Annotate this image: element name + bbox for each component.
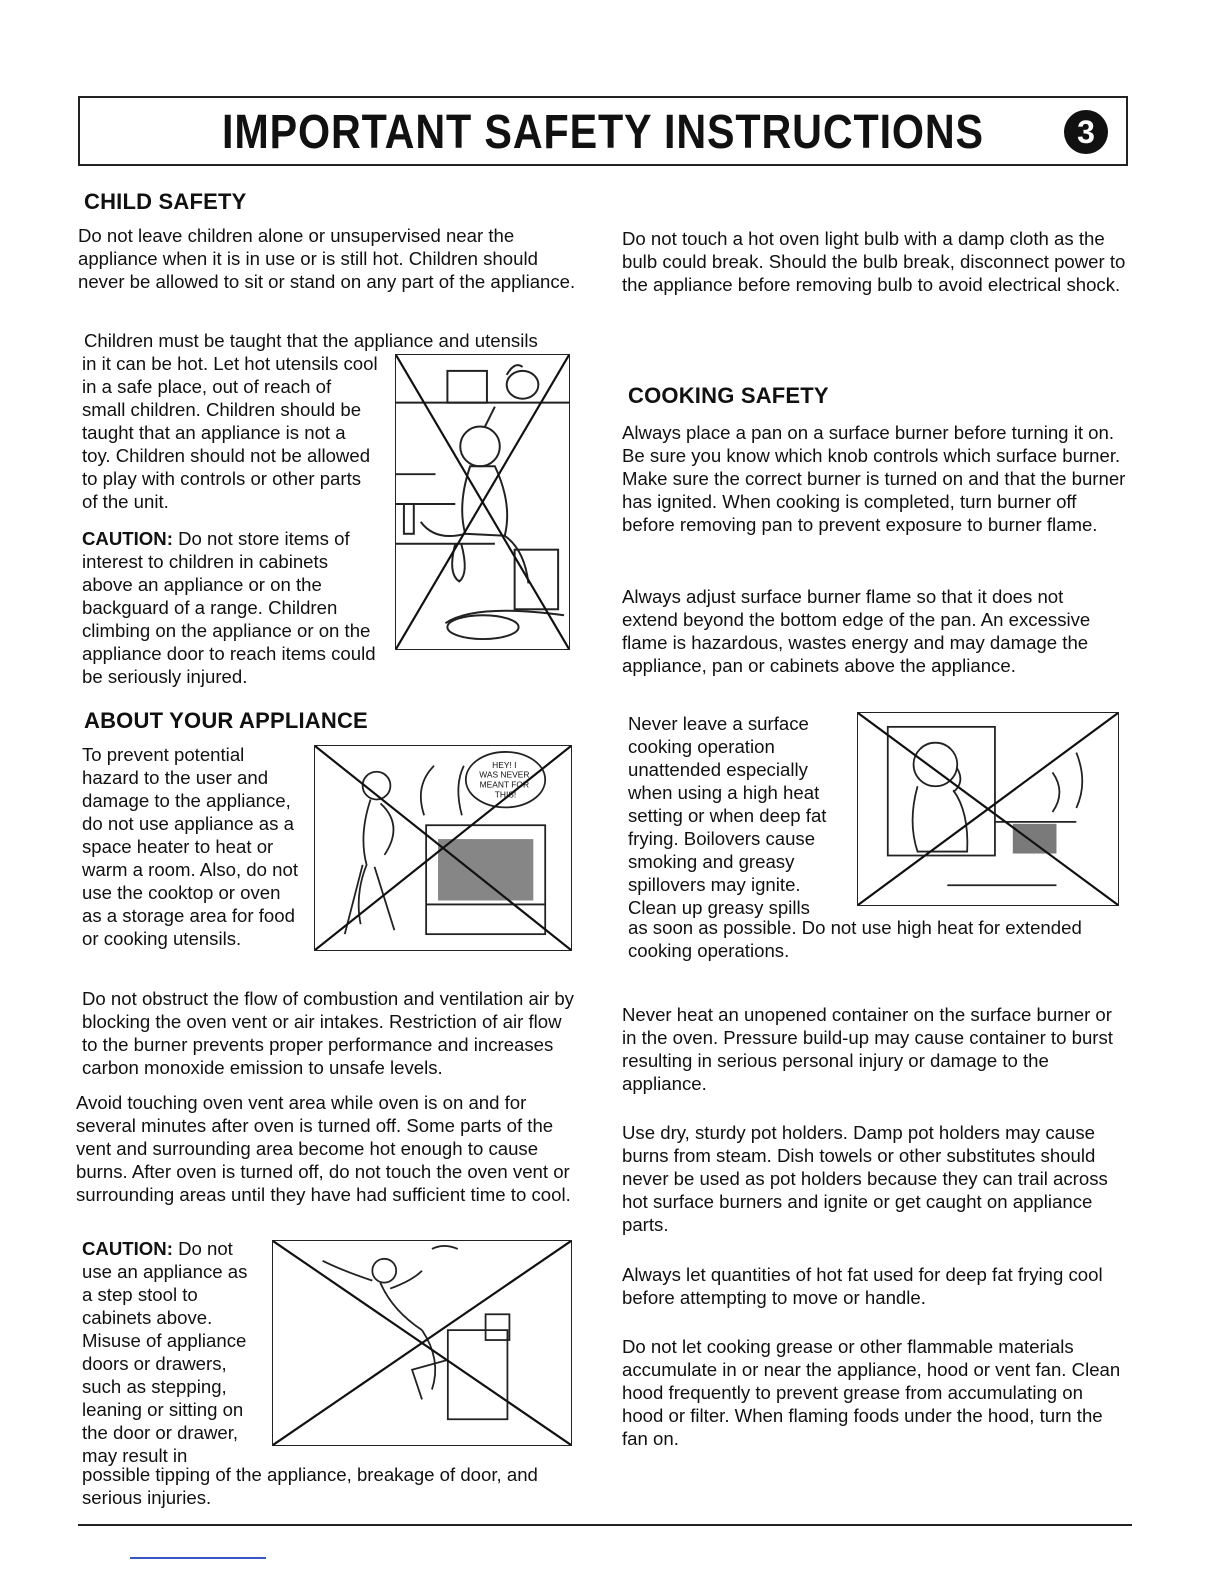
child-climbing-illustration [395, 354, 570, 650]
cooking-safety-heading: COOKING SAFETY [628, 383, 829, 408]
about-caution-continued: possible tipping of the appliance, breakage of door, and serious injuries. [82, 1464, 538, 1508]
footer-mark [130, 1557, 266, 1559]
caution-text: Do not store items of interest to children in cabinets above an appliance or on the backguard of a range. Children climbing on the appliance or on the appliance door to reach items could be seriously injured. [82, 528, 376, 687]
child-safety-caution [82, 527, 378, 688]
light-bulb-paragraph: Do not touch a hot oven light bulb with a damp cloth as the bulb could break. Should the bulb break, disconnect power to the appliance before removing bulb to avoid electrical shock. [622, 228, 1126, 295]
page-title: IMPORTANT SAFETY INSTRUCTIONS [222, 106, 984, 159]
cooking-safety-paragraph-6: Always let quantities of hot fat used for deep fat frying cool before attempting to move or handle. [622, 1264, 1103, 1308]
step-stool-illustration [272, 1240, 572, 1446]
child-safety-paragraph-2: in it can be hot. Let hot utensils cool in a safe place, out of reach of small children. Children should be taught that an appliance is not a toy. Children should not be allowed to play with controls or other parts of the unit. [82, 353, 378, 512]
cooking-safety-paragraph-4: Never heat an unopened container on the surface burner or in the oven. Pressure build-up may cause container to burst resulting in serious personal injury or damage to the appliance. [622, 1004, 1113, 1094]
oven-heater-illustration [314, 745, 572, 951]
page-number-badge: 3 [1064, 110, 1108, 154]
speech-bubble-text: HEY! I WAS NEVER MEANT FOR THIS! [479, 759, 530, 800]
about-caution [82, 1237, 262, 1467]
about-appliance-heading: ABOUT YOUR APPLIANCE [84, 708, 368, 733]
about-paragraph-2: Do not obstruct the flow of combustion and ventilation air by blocking the oven vent or air intakes. Restriction of air flow to the burner prevents proper performance and increases carbon monoxide emission to unsafe levels. [82, 988, 574, 1078]
cooking-safety-paragraph-1: Always place a pan on a surface burner before turning it on. Be sure you know which knob controls which surface burner. Make sure the correct burner is turned on and that the burner has ignited. When cooking is completed, turn burner off before removing pan to prevent exposure to burner flame. [622, 422, 1126, 535]
title-banner [78, 96, 1128, 166]
child-safety-paragraph-2-lead: Children must be taught that the appliance and utensils [84, 330, 538, 351]
caution-label: CAUTION: [82, 1238, 173, 1259]
child-safety-paragraph-1: Do not leave children alone or unsupervised near the appliance when it is in use or is still hot. Children should never be allowed to sit or stand on any part of the appliance. [78, 225, 576, 292]
footer-divider [78, 1524, 1132, 1526]
cooking-safety-paragraph-3: Never leave a surface cooking operation unattended especially when using a high heat setting or when deep fat frying. Boilovers cause smoking and greasy spillovers may ignite. Clean up greasy spills [628, 713, 827, 918]
child-safety-heading: CHILD SAFETY [84, 189, 247, 214]
about-paragraph-3: Avoid touching oven vent area while oven is on and for several minutes after oven is turned off. Some parts of the vent and surrounding area become hot enough to cause burns. After oven is turned off, do not touch the oven vent or surrounding areas until they have had sufficient time to cool. [76, 1092, 571, 1205]
cooking-safety-paragraph-2: Always adjust surface burner flame so that it does not extend beyond the bottom edge of the pan. An excessive flame is hazardous, wastes energy and may damage the appliance, pan or cabinets above the appliance. [622, 586, 1091, 676]
caution-label: CAUTION: [82, 528, 173, 549]
about-paragraph-1: To prevent potential hazard to the user and damage to the appliance, do not use appliance as a space heater to heat or warm a room. Also, do not use the cooktop or oven as a storage area for food or cooking utensils. [82, 744, 298, 949]
cooking-safety-paragraph-7: Do not let cooking grease or other flammable materials accumulate in or near the appliance, hood or vent fan. Clean hood frequently to prevent grease from accumulating on hood or filter. When flaming foods under the hood, turn the fan on. [622, 1336, 1121, 1449]
unattended-cooking-illustration [857, 712, 1119, 906]
caution-text: Do not use an appliance as a step stool to cabinets above. Misuse of appliance doors or drawers, such as stepping, leaning or sitting on the door or drawer, may result in [82, 1238, 248, 1466]
cooking-safety-paragraph-3-continued: as soon as possible. Do not use high heat for extended cooking operations. [628, 917, 1082, 961]
cooking-safety-paragraph-5: Use dry, sturdy pot holders. Damp pot holders may cause burns from steam. Dish towels or other substitutes should never be used as pot holders because they can trail across hot surface burners and ignite or get caught on appliance parts. [622, 1122, 1108, 1235]
